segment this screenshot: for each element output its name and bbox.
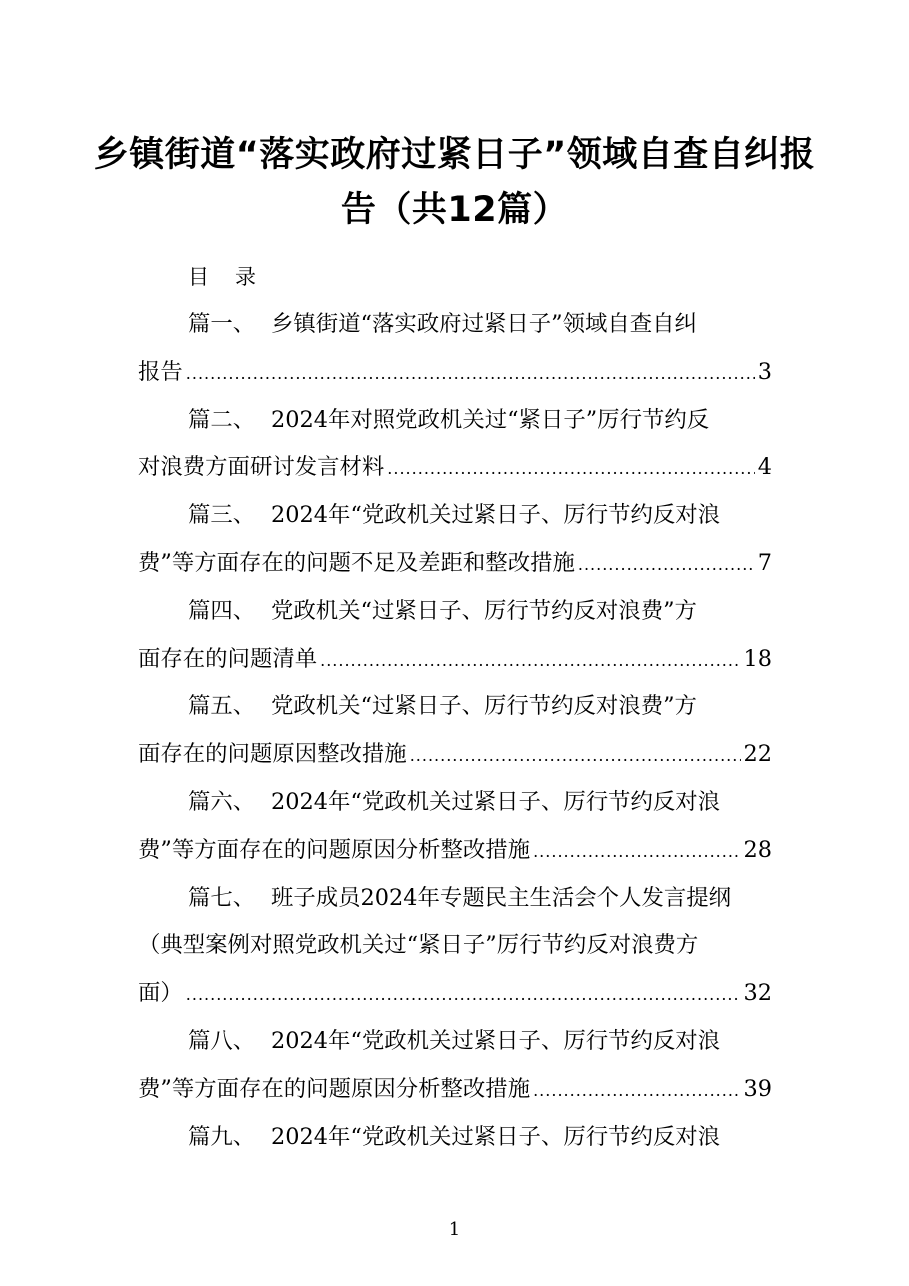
dot-leader xyxy=(578,549,755,579)
page-number: 1 xyxy=(448,1219,461,1240)
toc-entry-label: 篇七、 xyxy=(188,884,256,911)
toc-entry-text: 费”等方面存在的问题原因分析整改措施 xyxy=(138,836,531,863)
toc-entry-line[interactable] xyxy=(188,1025,772,1057)
toc-entry-text: 面存在的问题原因整改措施 xyxy=(138,741,407,768)
toc-entry-text: 面存在的问题清单 xyxy=(138,645,318,672)
dot-leader xyxy=(410,740,741,770)
toc-page-number: 32 xyxy=(743,980,772,1007)
toc-page-number: 7 xyxy=(757,550,772,576)
toc-entry-text: 2024年对照党政机关过“紧日子”厉行节约反 xyxy=(271,406,710,433)
toc-entry-text: 乡镇街道“落实政府过紧日子”领域自查自纠 xyxy=(271,311,697,337)
toc-entry-text: 班子成员2024年专题民主生活会个人发言提纲 xyxy=(271,884,732,911)
toc-entry-line[interactable] xyxy=(188,1121,772,1153)
toc-page-number: 18 xyxy=(743,645,772,672)
toc-entry-text: 面） xyxy=(138,980,183,1007)
toc-entry-label: 篇九、 xyxy=(188,1123,256,1150)
toc-entry-label: 篇二、 xyxy=(188,406,256,433)
toc-entry-line[interactable] xyxy=(188,404,772,436)
toc-entry-text: （典型案例对照党政机关过“紧日子”厉行节约反对浪费方 xyxy=(138,932,699,959)
toc-entry-line[interactable] xyxy=(188,786,772,818)
toc-page-number: 28 xyxy=(743,836,772,863)
toc-entry-line[interactable] xyxy=(138,356,772,388)
toc-page-number: 22 xyxy=(743,741,772,768)
toc-entry-line[interactable] xyxy=(138,547,772,579)
toc-entry-label: 篇一、 xyxy=(188,311,256,337)
toc-entry-line[interactable] xyxy=(138,977,772,1009)
toc-page-number: 4 xyxy=(757,454,772,481)
toc-entry-line[interactable] xyxy=(138,1073,772,1105)
dot-leader xyxy=(387,453,754,483)
toc-entry-text: 报告 xyxy=(138,358,183,385)
toc-entry-line[interactable] xyxy=(138,834,772,866)
toc-entry-line[interactable] xyxy=(138,738,772,770)
toc-entry-line[interactable] xyxy=(138,451,772,483)
document-title: 乡镇街道“落实政府过紧日子”领域自查自纠报告（共12篇） xyxy=(93,135,816,230)
toc-entry-line[interactable] xyxy=(138,643,772,675)
toc-entry-line[interactable] xyxy=(138,929,772,961)
toc-entry-text: 党政机关“过紧日子、厉行节约反对浪费”方 xyxy=(271,597,697,624)
toc-entry-line[interactable] xyxy=(188,690,772,722)
toc-entry-line[interactable] xyxy=(188,499,772,531)
toc-page-number: 3 xyxy=(757,358,772,385)
toc-entry-text: 2024年“党政机关过紧日子、厉行节约反对浪 xyxy=(271,1028,721,1054)
toc-entry-text: 对浪费方面研讨发言材料 xyxy=(138,454,385,481)
toc-heading: 目录 xyxy=(188,265,282,289)
toc-entry-line[interactable] xyxy=(188,308,772,340)
toc-entry-line[interactable] xyxy=(188,882,772,914)
toc-entry-line[interactable] xyxy=(188,595,772,627)
toc-entry-text: 费”等方面存在的问题不足及差距和整改措施 xyxy=(138,550,575,576)
toc-entry-text: 2024年“党政机关过紧日子、厉行节约反对浪 xyxy=(271,1123,721,1150)
dot-leader xyxy=(320,645,740,675)
toc-entry-label: 篇八、 xyxy=(188,1028,256,1054)
toc-entry-label: 篇四、 xyxy=(188,597,256,624)
toc-entry-label: 篇五、 xyxy=(188,693,256,720)
dot-leader xyxy=(186,979,741,1009)
toc-entry-text: 党政机关“过紧日子、厉行节约反对浪费”方 xyxy=(271,693,697,720)
toc-entry-text: 2024年“党政机关过紧日子、厉行节约反对浪 xyxy=(271,502,721,529)
toc-entry-text: 费”等方面存在的问题原因分析整改措施 xyxy=(138,1075,531,1102)
toc-entry-label: 篇三、 xyxy=(188,502,256,529)
toc-page-number: 39 xyxy=(743,1075,772,1102)
toc-entry-text: 2024年“党政机关过紧日子、厉行节约反对浪 xyxy=(271,789,721,815)
toc-entry-label: 篇六、 xyxy=(188,789,256,815)
dot-leader xyxy=(533,836,740,866)
dot-leader xyxy=(533,1075,740,1105)
dot-leader xyxy=(186,358,755,388)
